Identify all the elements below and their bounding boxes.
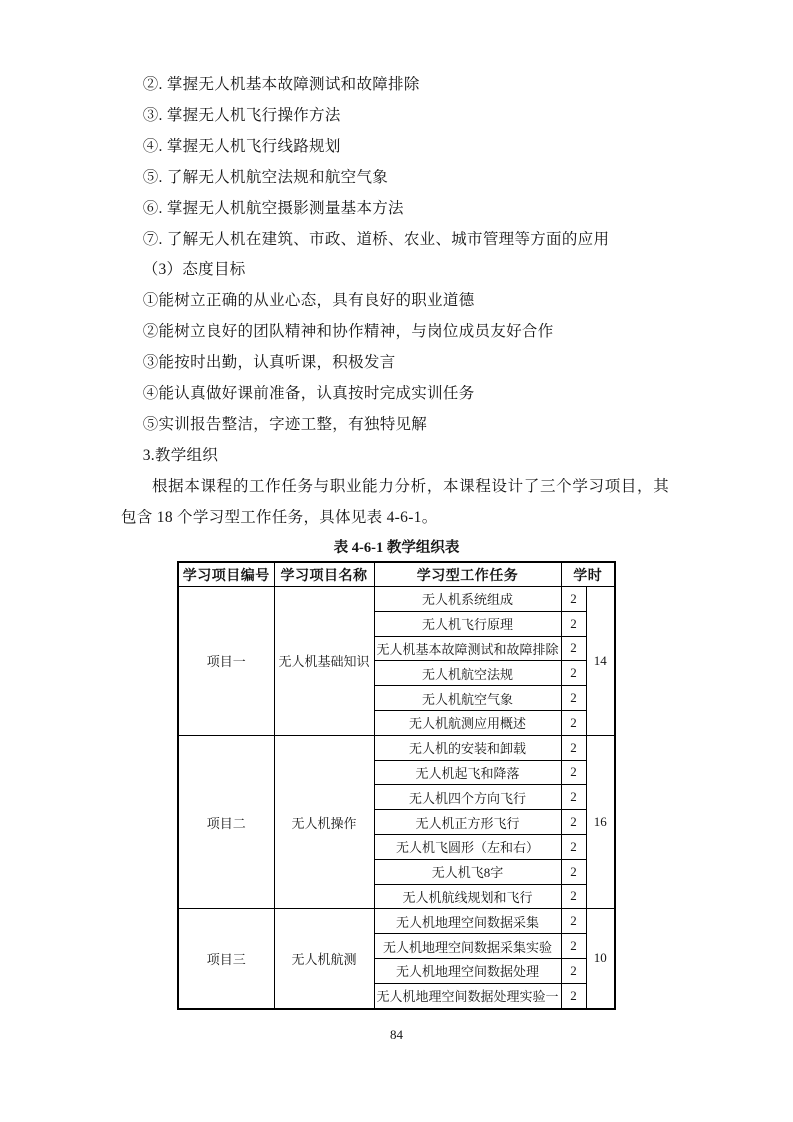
hours-cell: 2 (561, 686, 586, 711)
project-group-2 (178, 735, 615, 909)
project-group-1 (178, 587, 615, 736)
hours-cell: 2 (561, 735, 586, 760)
list-item-line: ④. 掌握无人机飞行线路规划 (142, 137, 341, 155)
hours-cell: 2 (561, 661, 586, 686)
task-cell: 无人机航空法规 (374, 661, 561, 686)
task-cell: 无人机航测应用概述 (374, 710, 561, 735)
column-header-project-name: 学习项目名称 (274, 562, 374, 587)
table-row (178, 587, 615, 612)
teaching-organization-section (0, 538, 793, 1010)
hours-cell: 2 (561, 785, 586, 810)
table-row (178, 909, 615, 934)
page-number: 84 (390, 1027, 403, 1042)
hours-cell: 2 (561, 909, 586, 934)
table-caption: 表 4-6-1 教学组织表 (333, 540, 460, 556)
section-heading-teaching-organization: 3.教学组织 (142, 446, 219, 464)
hours-cell: 2 (561, 587, 586, 612)
task-cell: 无人机地理空间数据采集 (374, 909, 561, 934)
list-item-line: ②. 掌握无人机基本故障测试和故障排除 (142, 76, 420, 93)
task-cell: 无人机正方形飞行 (374, 810, 561, 835)
hours-cell: 2 (561, 958, 586, 983)
task-cell: 无人机航空气象 (374, 686, 561, 711)
hours-cell: 2 (561, 859, 586, 884)
project-group-3 (178, 909, 615, 1009)
hours-cell: 2 (561, 834, 586, 859)
task-cell: 无人机飞圆形（左和右） (374, 834, 561, 859)
list-item-line: ②能树立良好的团队精神和协作精神，与岗位成员友好合作 (142, 323, 554, 341)
task-cell: 无人机地理空间数据处理实验一 (374, 983, 561, 1008)
teaching-organization-table (177, 561, 616, 1010)
project-id-cell: 项目二 (178, 735, 274, 909)
section-heading-attitude-goals: （3）态度目标 (142, 261, 246, 279)
task-cell: 无人机飞8字 (374, 859, 561, 884)
table-header-row (178, 562, 615, 587)
task-cell: 无人机基本故障测试和故障排除 (374, 636, 561, 661)
list-item-line: ③能按时出勤，认真听课，积极发言 (142, 354, 396, 372)
list-item-line: ①能树立正确的从业心态，具有良好的职业道德 (142, 292, 475, 310)
list-item-line: ③. 掌握无人机飞行操作方法 (142, 106, 341, 124)
task-cell: 无人机地理空间数据采集实验 (374, 934, 561, 959)
table-row (178, 735, 615, 760)
total-hours-cell: 16 (586, 735, 615, 909)
project-name-cell: 无人机操作 (274, 735, 374, 909)
list-item-line: ④能认真做好课前准备，认真按时完成实训任务 (142, 385, 475, 403)
hours-cell: 2 (561, 983, 586, 1008)
list-item-line: ⑤实训报告整洁，字迹工整，有独特见解 (142, 415, 428, 433)
hours-cell: 2 (561, 636, 586, 661)
hours-cell: 2 (561, 710, 586, 735)
hours-cell: 2 (561, 884, 586, 909)
intro-paragraph: 根据本课程的工作任务与职业能力分析，本课程设计了三个学习项目，其包含 18 个学习型工作任务，具体见表 4-6-1。 (121, 477, 669, 526)
total-hours-cell: 10 (586, 909, 615, 1009)
project-name-cell: 无人机基础知识 (274, 587, 374, 736)
hours-cell: 2 (561, 934, 586, 959)
column-header-tasks: 学习型工作任务 (374, 562, 561, 587)
list-item-line: ⑦. 了解无人机在建筑、市政、道桥、农业、城市管理等方面的应用 (142, 230, 610, 248)
list-item-line: ⑥. 掌握无人机航空摄影测量基本方法 (142, 199, 404, 217)
task-cell: 无人机四个方向飞行 (374, 785, 561, 810)
project-id-cell: 项目一 (178, 587, 274, 736)
task-cell: 无人机的安装和卸载 (374, 735, 561, 760)
column-header-project-id: 学习项目编号 (178, 562, 274, 587)
hours-cell: 2 (561, 810, 586, 835)
column-header-hours: 学时 (561, 562, 615, 587)
project-id-cell: 项目三 (178, 909, 274, 1009)
body-text (121, 70, 669, 534)
total-hours-cell: 14 (586, 587, 615, 736)
project-name-cell: 无人机航测 (274, 909, 374, 1009)
list-item-line: ⑤. 了解无人机航空法规和航空气象 (142, 168, 389, 186)
hours-cell: 2 (561, 760, 586, 785)
task-cell: 无人机地理空间数据处理 (374, 958, 561, 983)
task-cell: 无人机飞行原理 (374, 611, 561, 636)
task-cell: 无人机起飞和降落 (374, 760, 561, 785)
task-cell: 无人机航线规划和飞行 (374, 884, 561, 909)
task-cell: 无人机系统组成 (374, 587, 561, 612)
hours-cell: 2 (561, 611, 586, 636)
